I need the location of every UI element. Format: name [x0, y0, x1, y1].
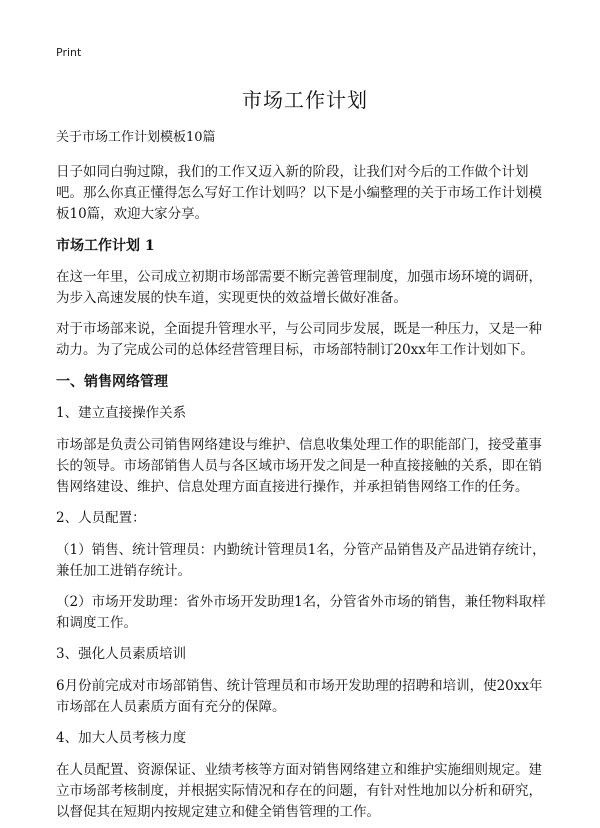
- item2-sub1: （1）销售、统计管理员：内勤统计管理员1名，分管产品销售及产品进销存统计，兼任加工进销存统计。: [56, 542, 546, 579]
- section-sales-network-heading: 一、销售网络管理: [56, 374, 168, 390]
- item4-text: 在人员配置、资源保证、业绩考核等方面对销售网络建立和维护实施细则规定。建立市场部考核制度，并根据实际情况和存在的问题，有针对性地加以分析和研究，以督促其在短期内按规定建立和健全销售管理的工作。: [56, 762, 542, 820]
- item4-heading: 4、加大人员考核力度: [56, 730, 187, 746]
- item2-heading: 2、人员配置：: [56, 510, 146, 526]
- plan1-paragraph-2: 对于市场部来说，全面提升管理水平，与公司同步发展，既是一种压力，又是一种动力。为了完成公司的总体经营管理目标，市场部特制订20xx年工作计划如下。: [56, 321, 542, 358]
- item3-heading: 3、强化人员素质培训: [56, 646, 187, 662]
- item1-heading: 1、建立直接操作关系: [56, 405, 187, 421]
- print-link[interactable]: Print: [56, 46, 82, 59]
- intro-paragraph: 日子如同白驹过隙，我们的工作又迈入新的阶段，让我们对今后的工作做个计划吧。那么你真正懂得怎么写好工作计划吗？以下是小编整理的关于市场工作计划模板10篇，欢迎大家分享。: [56, 164, 542, 222]
- item3-text: 6月份前完成对市场部销售、统计管理员和市场开发助理的招聘和培训，使20xx年市场部在人员素质方面有充分的保障。: [56, 678, 543, 715]
- plan1-heading: 市场工作计划 1: [56, 238, 155, 254]
- page-title: 市场工作计划: [242, 88, 368, 112]
- document-subtitle: 关于市场工作计划模板10篇: [56, 130, 216, 145]
- item1-text: 市场部是负责公司销售网络建设与维护、信息收集处理工作的职能部门，接受董事长的领导。市场部销售人员与各区域市场开发之间是一种直接接触的关系，即在销售网络建设、维护、信息处理方面直接进行操作，并承担销售网络工作的任务。: [56, 437, 542, 495]
- item2-sub2: （2）市场开发助理：省外市场开发助理1名，分管省外市场的销售，兼任物料取样和调度工作。: [56, 594, 546, 631]
- plan1-paragraph-1: 在这一年里，公司成立初期市场部需要不断完善管理制度，加强市场环境的调研，为步入高速发展的快车道，实现更快的效益增长做好准备。: [56, 269, 542, 306]
